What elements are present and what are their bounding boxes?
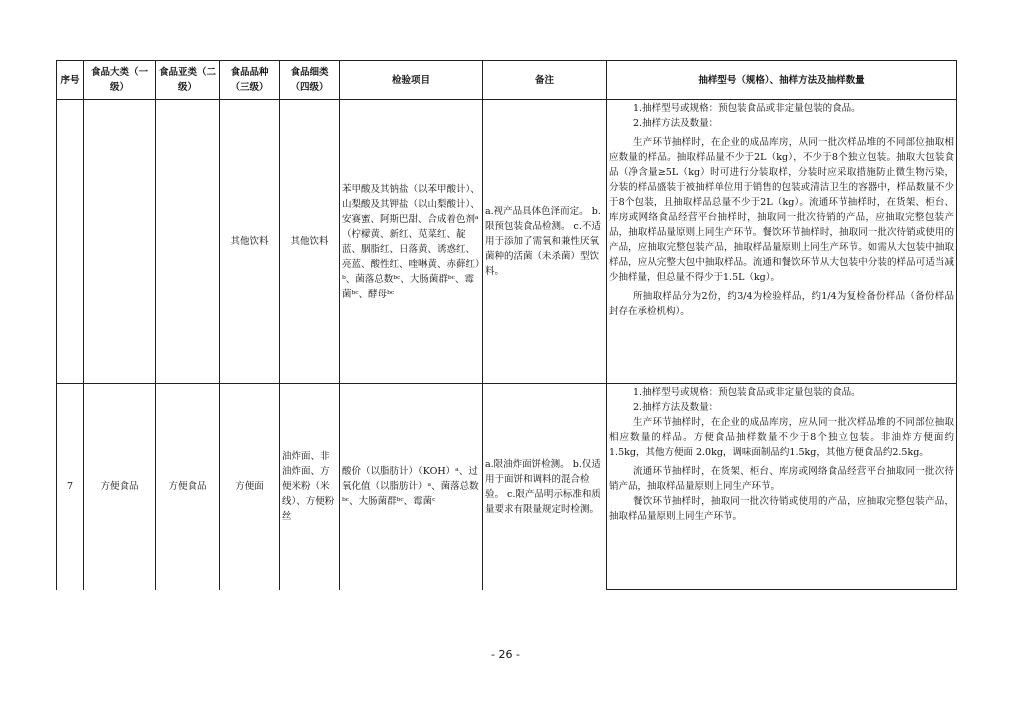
sampling-paragraph: 1.抽样型号或规格：预包装食品或非定量包装的食品。 bbox=[633, 387, 861, 398]
sampling-paragraph: 餐饮环节抽样时，抽取同一批次待销或使用的产品，应抽取完整包装产品，抽取样品量原则上同生产环节。 bbox=[609, 496, 954, 522]
cell-cat2: 方便食品 bbox=[156, 384, 220, 590]
page-number: - 26 - bbox=[491, 648, 520, 661]
cell-sampling bbox=[607, 100, 957, 384]
header-sampling: 抽样型号（规格）、抽样方法及抽样数量 bbox=[607, 61, 957, 100]
cell-cat3: 方便面 bbox=[220, 384, 280, 590]
cell-cat3: 其他饮料 bbox=[220, 100, 280, 384]
cell-cat2 bbox=[156, 100, 220, 384]
cell-cat4: 其他饮料 bbox=[280, 100, 340, 384]
sampling-paragraph: 流通环节抽样时，在货架、柜台、库房或网络食品经营平台抽取同一批次待销产品，抽取样品量原则上同生产环节。 bbox=[609, 466, 954, 492]
cell-cat4: 油炸面、非油炸面、方便米粉（米线）、方便粉丝 bbox=[280, 384, 340, 590]
sampling-table bbox=[56, 60, 957, 590]
sampling-paragraph: 所抽取样品分为2份，约3/4为检验样品，约1/4为复检备份样品（备份样品封存在承检机构）。 bbox=[609, 291, 954, 317]
cell-cat1: 方便食品 bbox=[84, 384, 156, 590]
cell-items: 酸价（以脂肪计）（KOH）ᵃ、过氧化值（以脂肪计）ᵃ、菌落总数ᵇᶜ、大肠菌群ᵇᶜ、霉菌ᶜ bbox=[340, 384, 483, 590]
table-header-row bbox=[57, 61, 957, 100]
cell-notes: a.视产品具体色泽而定。 b.限预包装食品检测。 c.不适用于添加了需氧和兼性厌氧菌种的活菌（未杀菌）型饮料。 bbox=[483, 100, 607, 384]
header-cat1: 食品大类（一级） bbox=[84, 61, 156, 100]
header-cat4: 食品细类（四级） bbox=[280, 61, 340, 100]
sampling-paragraph: 生产环节抽样时，在企业的成品库房，从同一批次样品堆的不同部位抽取相应数量的样品。抽取样品量不少于2L（kg），不少于8个独立包装。抽取大包装食品（净含量≥5L（kg）时可进行分装取样，分装时应采取措施防止微生物污染，分装的样品盛装于被抽样单位用于销售的包装或清洁卫生的容器中，样品数量不少于8个包装，且抽取样品总量不少于2L（kg）。流通环节抽样时，在货架、柜台、库房或网络食品经营平台抽样时，抽取同一批次待销的产品，应抽取完整包装产品，抽取样品量原则上同生产环节。餐饮环节抽样时，抽取同一批次待销或使用的产品，应抽取完整包装产品，抽取样品量原则上同生产环节。如需从大包装中抽取样品，应从完整大包中抽取样品。流通和餐饮环节从大包装中分装的样品可适当减少抽样量，但总量不得少于1.5L（kg）。 bbox=[609, 137, 954, 283]
header-cat3: 食品品种（三级） bbox=[220, 61, 280, 100]
table-row bbox=[57, 100, 957, 384]
cell-seq: 7 bbox=[57, 384, 84, 590]
sampling-paragraph: 2.抽样方法及数量： bbox=[633, 118, 719, 129]
cell-sampling bbox=[607, 384, 957, 590]
header-cat2: 食品亚类（二级） bbox=[156, 61, 220, 100]
sampling-paragraph: 1.抽样型号或规格：预包装食品或非定量包装的食品。 bbox=[633, 103, 861, 114]
cell-items: 苯甲酸及其钠盐（以苯甲酸计）、山梨酸及其钾盐（以山梨酸计）、安赛蜜、阿斯巴甜、合成着色剂ᵃ（柠檬黄、新红、苋菜红、靛蓝、胭脂红、日落黄、诱惑红、亮蓝、酸性红、喹啉黄、赤藓红）ᵇ、菌落总数ᵇᶜ、大肠菌群ᵇᶜ、霉菌ᵇᶜ、酵母ᵇᶜ bbox=[340, 100, 483, 384]
header-notes: 备注 bbox=[483, 61, 607, 100]
header-items: 检验项目 bbox=[340, 61, 483, 100]
table-row bbox=[57, 384, 957, 590]
header-seq: 序号 bbox=[57, 61, 84, 100]
cell-seq bbox=[57, 100, 84, 384]
sampling-paragraph: 生产环节抽样时，在企业的成品库房，应从同一批次样品堆的不同部位抽取相应数量的样品。方便食品抽样数量不少于8个独立包装。非油炸方便面约1.5kg，其他方便面 2.0kg，调味面制品约1.5kg，其他方便食品约2.5kg。 bbox=[609, 417, 954, 458]
cell-notes: a.限油炸面饼检测。 b.仅适用于面饼和调料的混合检验。 c.限产品明示标准和质量要求有限量规定时检测。 bbox=[483, 384, 607, 590]
cell-cat1 bbox=[84, 100, 156, 384]
document-page bbox=[56, 60, 956, 590]
sampling-paragraph: 2.抽样方法及数量： bbox=[633, 402, 719, 413]
